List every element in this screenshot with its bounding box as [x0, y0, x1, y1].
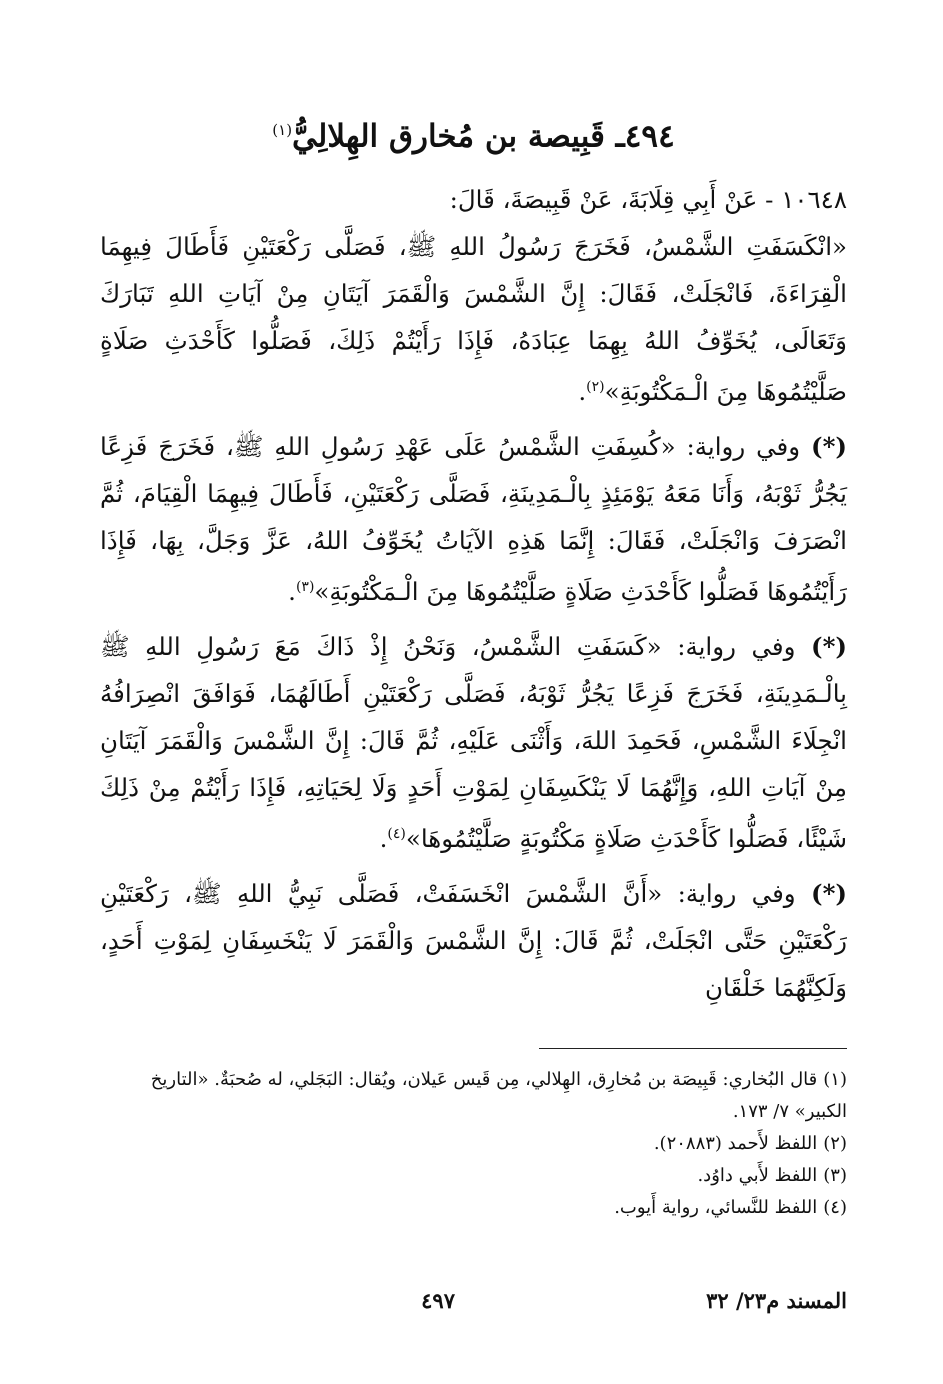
narration-star-marker: (*) [811, 632, 847, 662]
footnote-item [100, 1128, 847, 1160]
hadith-main-text: «انْكَسَفَتِ الشَّمْسُ، فَخَرَجَ رَسُولُ اللهِ ﷺ، فَصَلَّى رَكْعَتَيْنِ فَأَطَالَ فِيهِمَا الْقِرَاءَةَ، فَانْجَلَتْ، فَقَالَ: إِنَّ الشَّمْسَ وَالْقَمَرَ آيَتَانِ مِنْ آيَاتِ اللهِ تَبَارَكَ وَتَعَالَى، يُخَوِّفُ اللهُ بِهِمَا عِبَادَهُ، فَإِذَا رَأَيْتُمْ ذَلِكَ، فَصَلُّوا كَأَحْدَثِ صَلَاةٍ صَلَّيْتُمُوهَا مِنَ الْـمَكْتُوبَةِ»$^{(٢)}$. [100, 232, 847, 407]
page-number: ٤٩٧ [421, 1288, 455, 1313]
chapter-title-footnote-ref: (١) [272, 121, 293, 139]
footnotes [100, 1064, 847, 1224]
footnote-number: (٢) [823, 1133, 847, 1154]
narration-text: وفي رواية: «كَسَفَتِ الشَّمْسُ، وَنَحْنُ إِذْ ذَاكَ مَعَ رَسُولِ اللهِ ﷺ بِالْـمَدِينَةِ، فَخَرَجَ فَزِعًا يَجُرُّ ثَوْبَهُ، فَصَلَّى رَكْعَتَيْنِ أَطَالَهُمَا، فَوَافَقَ انْصِرَافُهُ انْجِلَاءَ الشَّمْسِ، فَحَمِدَ اللهَ، وَأَثْنَى عَلَيْهِ، ثُمَّ قَالَ: إِنَّ الشَّمْسَ وَالْقَمَرَ آيَتَانِ مِنْ آيَاتِ اللهِ، وَإِنَّهُمَا لَا يَنْكَسِفَانِ لِمَوْتِ أَحَدٍ وَلَا لِحَيَاتِهِ، فَإِذَا رَأَيْتُمْ مِنْ ذَلِكَ شَيْئًا، فَصَلُّوا كَأَحْدَثِ صَلَاةٍ مَكْتُوبَةٍ صَلَّيْتُمُوهَا» [100, 632, 847, 854]
narration-footnote-ref: (٣) [295, 579, 315, 596]
hadith-main-footnote-ref: (٢) [586, 379, 605, 395]
footnote-text: اللفظ للنَّسائي، رواية أَيوب. [614, 1197, 818, 1218]
footnote-number: (٤) [823, 1197, 847, 1218]
narration-paragraph: (*) وفي رواية: «كُسِفَتِ الشَّمْسُ عَلَى عَهْدِ رَسُولِ اللهِ ﷺ، فَخَرَجَ فَزِعًا يَجُرُّ ثَوْبَهُ، وَأَنَا مَعَهُ يَوْمَئِذٍ بِالْـمَدِينَةِ، فَصَلَّى رَكْعَتَيْنِ، فَأَطَالَ فِيهِمَا الْقِيَامَ، ثُمَّ انْصَرَفَ وَانْجَلَتْ، فَقَالَ: إِنَّمَا هَذِهِ الآيَاتُ يُخَوِّفُ اللهُ، عَزَّ وَجَلَّ، بِهَا، فَإِذَا رَأَيْتُمُوهَا فَصَلُّوا كَأَحْدَثِ صَلَاةٍ صَلَّيْتُمُوهَا مِنَ الْـمَكْتُوبَةِ»$^{(٣)}$. [100, 432, 847, 607]
footnote-divider [539, 1048, 847, 1049]
narration-footnote-ref: (٤) [387, 826, 406, 843]
footnote-text: قال البُخاري: قَبِيصَة بن مُخارِق، الهِلالي، مِن قَيس عَيلان، ويُقال: البَجَلي، له صُحبَةٌ. «التاريخ الكبير» ٧/ ١٧٣. [150, 1069, 847, 1122]
footnote-text: اللفظ لأَبي داوُد. [697, 1165, 818, 1186]
hadith-isnad: ١٠٦٤٨ - عَنْ أَبِي قِلَابَةَ، عَنْ قَبِيصَةَ، قَالَ: [449, 185, 847, 214]
page-footer [100, 1288, 847, 1328]
footnote-text: اللفظ لأَحمد (٢٠٨٨٣). [653, 1133, 818, 1154]
footnote-number: (٣) [823, 1165, 847, 1186]
footnote-item [100, 1064, 847, 1128]
chapter-title [100, 108, 847, 158]
footnote-item [100, 1160, 847, 1192]
narration-text: وفي رواية: «أَنَّ الشَّمْسَ انْخَسَفَتْ، فَصَلَّى نَبِيُّ اللهِ ﷺ، رَكْعَتَيْنِ رَكْعَتَيْنِ حَتَّى انْجَلَتْ، ثُمَّ قَالَ: إِنَّ الشَّمْسَ وَالْقَمَرَ لَا يَنْخَسِفَانِ لِمَوْتِ أَحَدٍ، وَلَكِنَّهُمَا خَلْقَانِ [100, 879, 847, 1003]
volume-signature: المسند م٢٣/ ٣٢ [706, 1288, 847, 1313]
hadith-body [100, 176, 847, 1019]
hadith-main-text-content: «انْكَسَفَتِ الشَّمْسُ، فَخَرَجَ رَسُولُ اللهِ ﷺ، فَصَلَّى رَكْعَتَيْنِ فَأَطَالَ فِيهِمَا الْقِرَاءَةَ، فَانْجَلَتْ، فَقَالَ: إِنَّ الشَّمْسَ وَالْقَمَرَ آيَتَانِ مِنْ آيَاتِ اللهِ تَبَارَكَ وَتَعَالَى، يُخَوِّفُ اللهُ بِهِمَا عِبَادَهُ، فَإِذَا رَأَيْتُمْ ذَلِكَ، فَصَلُّوا كَأَحْدَثِ صَلَاةٍ صَلَّيْتُمُوهَا مِنَ الْـمَكْتُوبَةِ» [100, 232, 847, 407]
narration-text: وفي رواية: «كُسِفَتِ الشَّمْسُ عَلَى عَهْدِ رَسُولِ اللهِ ﷺ، فَخَرَجَ فَزِعًا يَجُرُّ ثَوْبَهُ، وَأَنَا مَعَهُ يَوْمَئِذٍ بِالْـمَدِينَةِ، فَصَلَّى رَكْعَتَيْنِ، فَأَطَالَ فِيهِمَا الْقِيَامَ، ثُمَّ انْصَرَفَ وَانْجَلَتْ، فَقَالَ: إِنَّمَا هَذِهِ الآيَاتُ يُخَوِّفُ اللهُ، عَزَّ وَجَلَّ، بِهَا، فَإِذَا رَأَيْتُمُوهَا فَصَلُّوا كَأَحْدَثِ صَلَاةٍ صَلَّيْتُمُوهَا مِنَ الْـمَكْتُوبَةِ» [100, 432, 847, 607]
chapter-title-text: ٤٩٤ـ قَبِيصة بن مُخارق الهِلالِيُّ [292, 118, 675, 155]
narration-paragraph [100, 870, 847, 1011]
narration-star-marker: (*) [811, 879, 847, 909]
narration-star-marker: (*) [810, 432, 847, 462]
footnote-number: (١) [823, 1069, 847, 1090]
narration-paragraph: (*) وفي رواية: «كَسَفَتِ الشَّمْسُ، وَنَحْنُ إِذْ ذَاكَ مَعَ رَسُولِ اللهِ ﷺ بِالْـمَدِينَةِ، فَخَرَجَ فَزِعًا يَجُرُّ ثَوْبَهُ، فَصَلَّى رَكْعَتَيْنِ أَطَالَهُمَا، فَوَافَقَ انْصِرَافُهُ انْجِلَاءَ الشَّمْسِ، فَحَمِدَ اللهَ، وَأَثْنَى عَلَيْهِ، ثُمَّ قَالَ: إِنَّ الشَّمْسَ وَالْقَمَرَ آيَتَانِ مِنْ آيَاتِ اللهِ، وَإِنَّهُمَا لَا يَنْكَسِفَانِ لِمَوْتِ أَحَدٍ وَلَا لِحَيَاتِهِ، فَإِذَا رَأَيْتُمْ مِنْ ذَلِكَ شَيْئًا، فَصَلُّوا كَأَحْدَثِ صَلَاةٍ مَكْتُوبَةٍ صَلَّيْتُمُوهَا»$^{(٤)}$. [100, 632, 847, 854]
footnote-item [100, 1192, 847, 1224]
